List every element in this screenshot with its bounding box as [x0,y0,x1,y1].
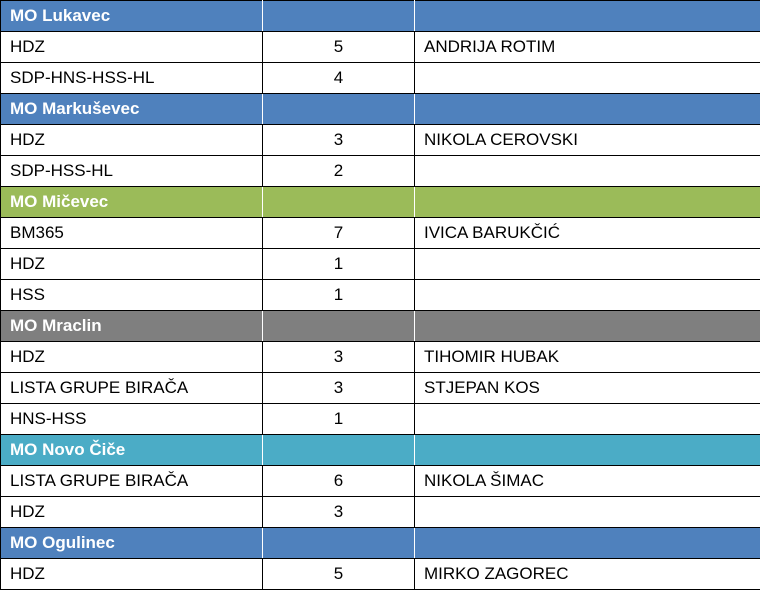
name-cell [415,156,760,187]
seats-cell: 3 [263,125,415,156]
party-cell: SDP-HSS-HL [1,156,263,187]
name-cell [415,404,760,435]
name-cell: IVICA BARUKČIĆ [415,218,760,249]
seats-cell: 3 [263,342,415,373]
section-header-empty-cell [415,187,760,218]
section-title: MO Ogulinec [1,528,263,559]
section-header-empty-cell [263,528,415,559]
name-cell [415,280,760,311]
name-cell [415,497,760,528]
section-header-empty-cell [263,187,415,218]
seats-cell: 7 [263,218,415,249]
section-header-row [1,187,760,218]
table-row [1,218,760,249]
party-cell: HDZ [1,32,263,63]
table-row [1,373,760,404]
section-header-row [1,94,760,125]
section-header-empty-cell [263,311,415,342]
party-cell: HDZ [1,559,263,590]
table-row [1,156,760,187]
table-row [1,32,760,63]
party-cell: HDZ [1,249,263,280]
seats-cell: 5 [263,559,415,590]
section-header-empty-cell [263,435,415,466]
table-row [1,559,760,590]
seats-cell: 1 [263,404,415,435]
name-cell: NIKOLA ŠIMAC [415,466,760,497]
section-title: MO Novo Čiče [1,435,263,466]
party-cell: HDZ [1,125,263,156]
section-header-empty-cell [263,1,415,32]
section-header-empty-cell [415,435,760,466]
name-cell: STJEPAN KOS [415,373,760,404]
seats-cell: 1 [263,249,415,280]
section-title: MO Lukavec [1,1,263,32]
section-title: MO Mraclin [1,311,263,342]
section-header-empty-cell [415,94,760,125]
name-cell [415,63,760,94]
table-row [1,280,760,311]
section-title: MO Markuševec [1,94,263,125]
table-row [1,249,760,280]
section-header-empty-cell [415,528,760,559]
table-row [1,63,760,94]
section-header-row [1,311,760,342]
section-header-empty-cell [415,1,760,32]
section-header-row [1,1,760,32]
party-cell: BM365 [1,218,263,249]
table-row [1,497,760,528]
section-header-row [1,528,760,559]
section-title: MO Mičevec [1,187,263,218]
name-cell: ANDRIJA ROTIM [415,32,760,63]
name-cell: MIRKO ZAGOREC [415,559,760,590]
seats-cell: 3 [263,497,415,528]
table-body [1,1,760,590]
name-cell: NIKOLA CEROVSKI [415,125,760,156]
seats-cell: 4 [263,63,415,94]
name-cell: TIHOMIR HUBAK [415,342,760,373]
party-cell: SDP-HNS-HSS-HL [1,63,263,94]
section-header-row [1,435,760,466]
party-cell: HDZ [1,497,263,528]
section-header-empty-cell [415,311,760,342]
table-row [1,466,760,497]
party-cell: HDZ [1,342,263,373]
seats-cell: 6 [263,466,415,497]
table-row [1,125,760,156]
seats-cell: 5 [263,32,415,63]
party-cell: LISTA GRUPE BIRAČA [1,466,263,497]
table-row [1,342,760,373]
seats-cell: 1 [263,280,415,311]
section-header-empty-cell [263,94,415,125]
seats-cell: 2 [263,156,415,187]
table-row [1,404,760,435]
party-cell: LISTA GRUPE BIRAČA [1,373,263,404]
seats-cell: 3 [263,373,415,404]
name-cell [415,249,760,280]
party-cell: HNS-HSS [1,404,263,435]
party-cell: HSS [1,280,263,311]
